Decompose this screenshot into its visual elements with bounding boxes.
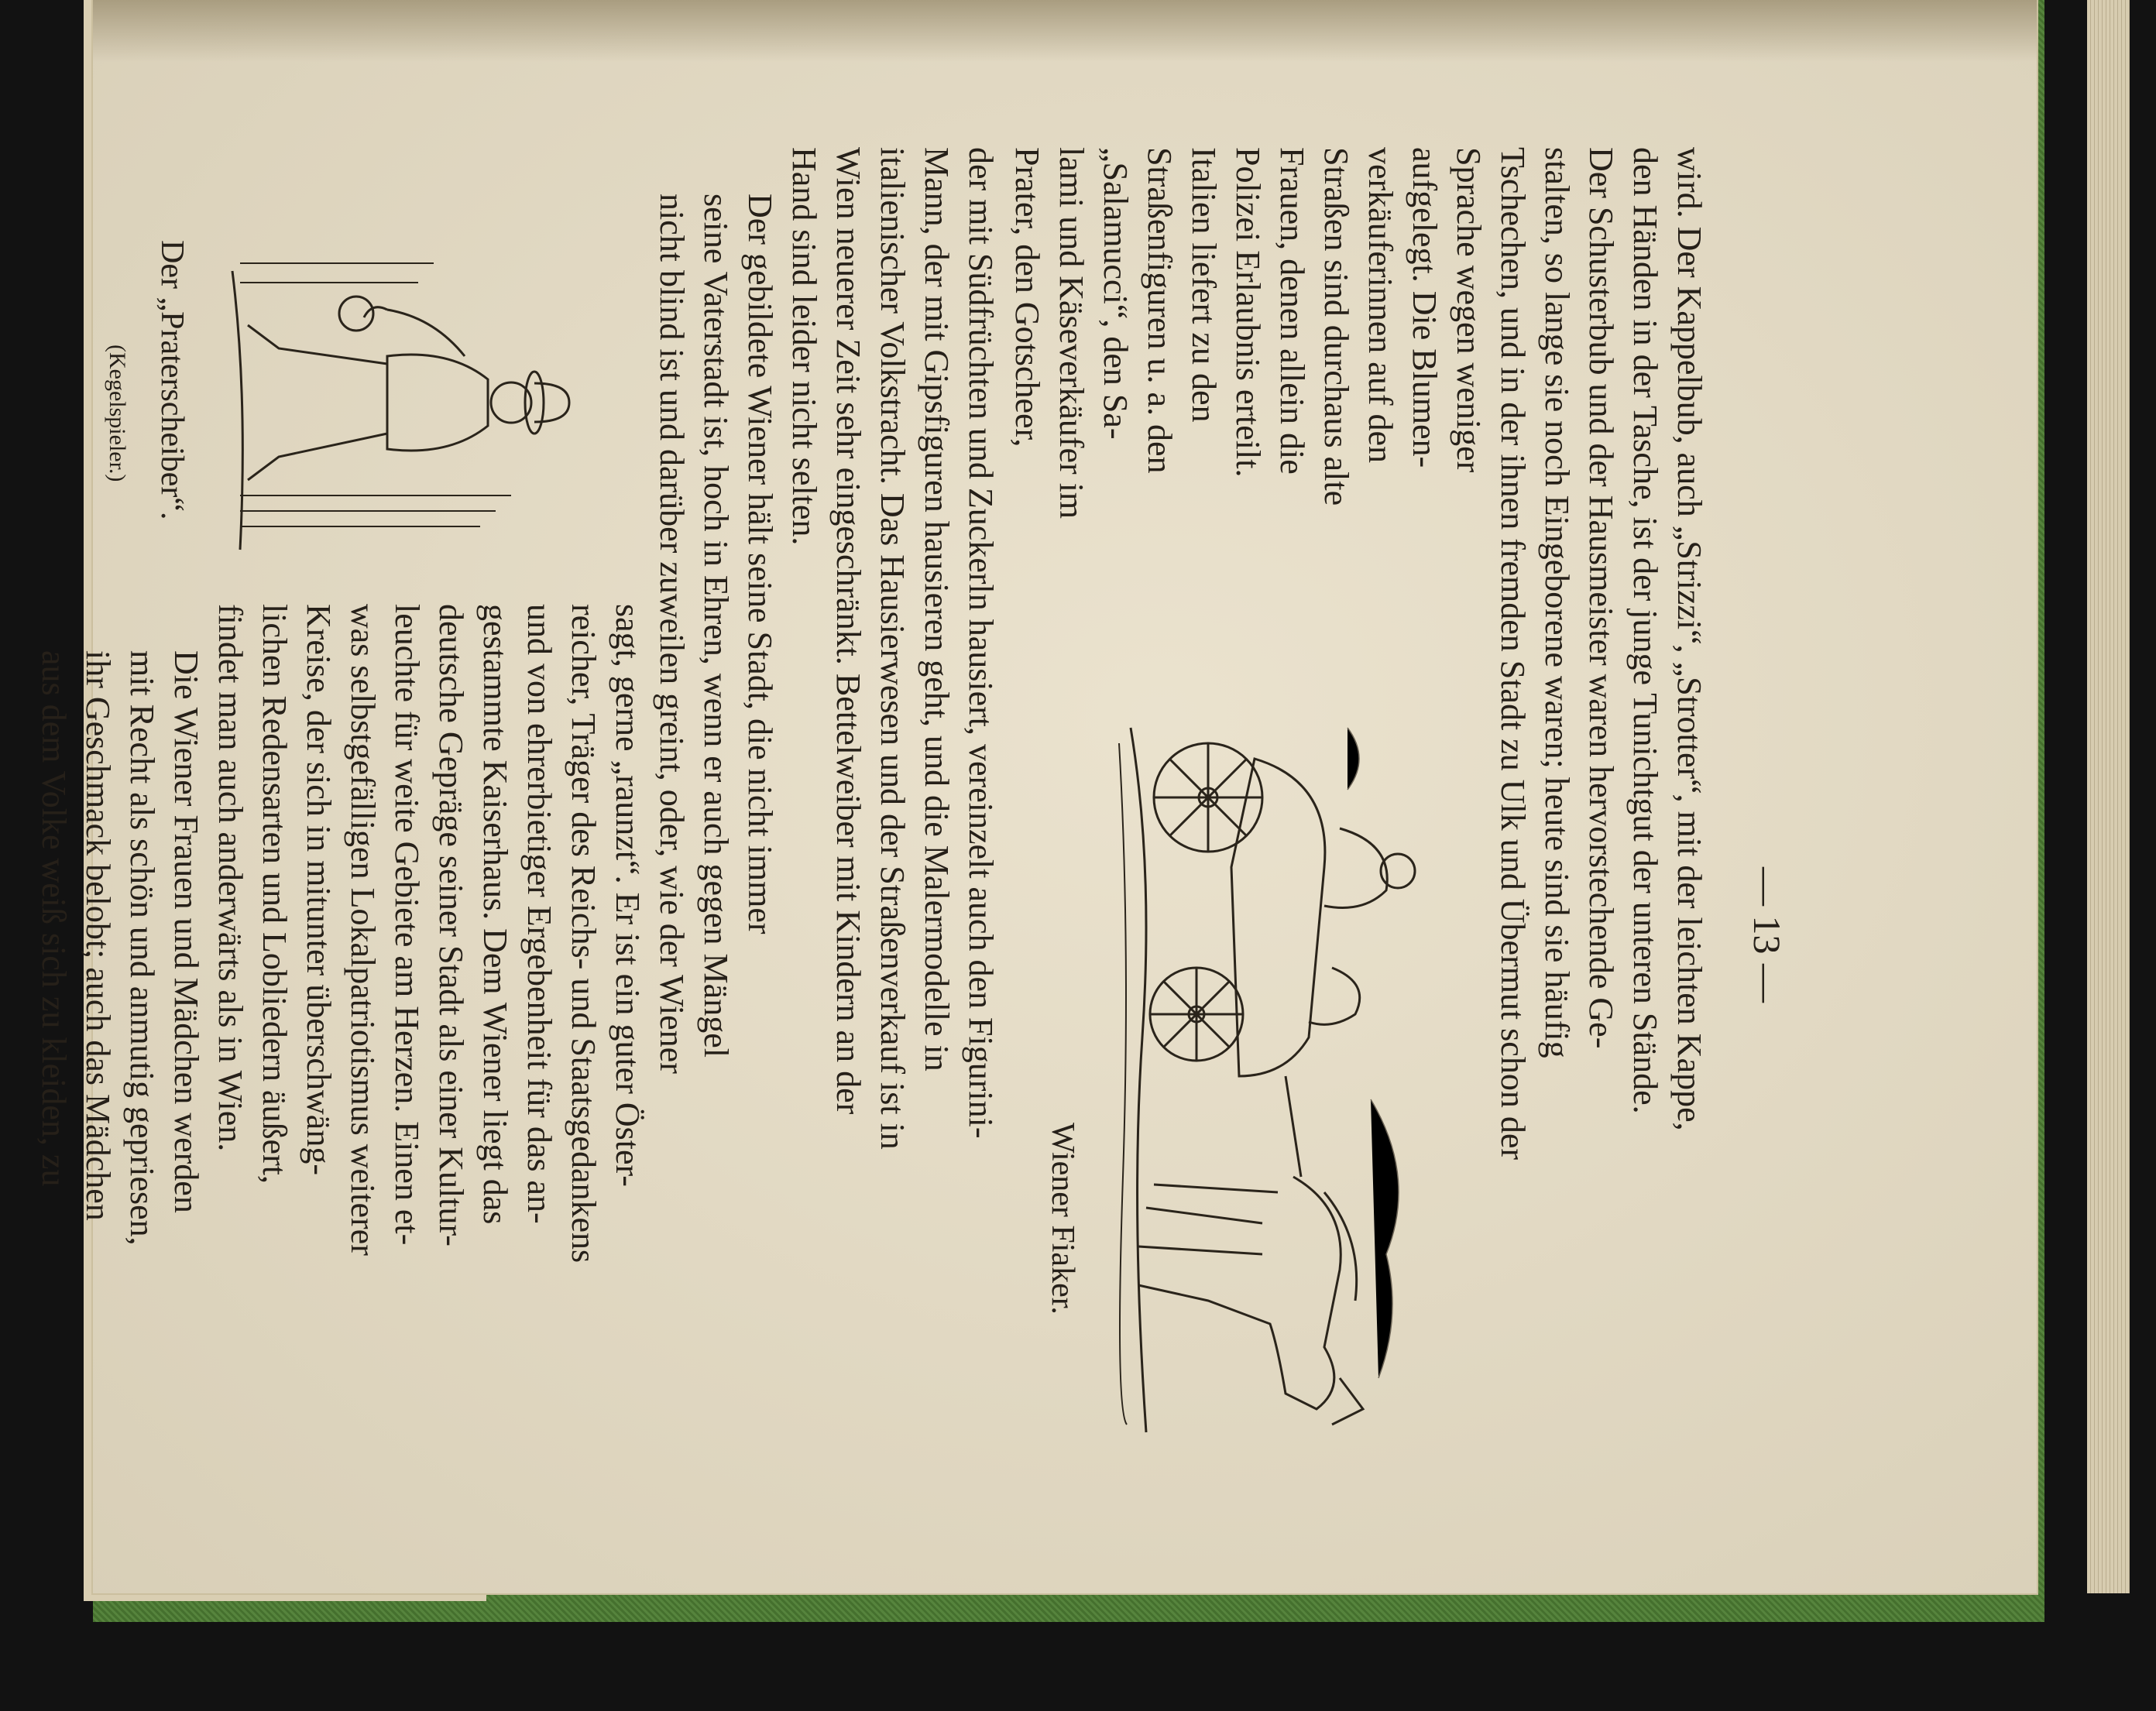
text-line: findet man auch anderwärts als in Wien. xyxy=(211,604,249,1152)
text-line: der mit Südfrüchten und Zuckerln hausiert, vereinzelt auch den Figurini- xyxy=(962,147,1000,1139)
caption-praterscheiber-sub: (Kegelspieler.) xyxy=(105,345,130,482)
text-line: aufgelegt. Die Blumen- xyxy=(1406,147,1444,468)
text-line: Der gebildete Wiener hält seine Stadt, die nicht immer xyxy=(741,194,779,934)
text-line: Frauen, denen allein die xyxy=(1273,147,1311,475)
text-line: Mann, der mit Gipsfiguren hausieren geht, und die Malermodelle in xyxy=(918,147,956,1072)
text-line: Wien neuerer Zeit sehr eingeschränkt. Bettelweiber mit Kindern an der xyxy=(829,147,867,1115)
page-number: — 13 — xyxy=(1746,867,1789,1003)
text-line: lami und Käseverkäufer im xyxy=(1052,147,1090,519)
text-line: deutsche Gepräge seiner Stadt als einer Kultur- xyxy=(432,604,470,1246)
text-line: Hand sind leider nicht selten. xyxy=(785,147,823,546)
page-content xyxy=(0,124,1804,1711)
page-stack-edge xyxy=(2087,0,2130,1593)
text-line: den Händen in der Tasche, ist der junge Tunichtgut der unteren Stände. xyxy=(1626,147,1664,1114)
text-line: was selbstgefälligen Lokalpatriotismus weiterer xyxy=(344,604,382,1256)
text-line: Kreise, der sich in mitunter überschwäng- xyxy=(300,604,338,1175)
text-line: sagt, gerne „raunzt“. Er ist ein guter Öster- xyxy=(609,604,647,1187)
text-line: aus dem Volke weiß sich zu kleiden, zu xyxy=(35,650,73,1187)
text-line: und von ehrerbietiger Ergebenheit für das an- xyxy=(520,604,558,1224)
text-line: lichen Redensarten und Lobliedern äußert, xyxy=(256,604,294,1184)
text-line: Der Schusterbub und der Hausmeister waren hervorstechende Ge- xyxy=(1582,147,1620,1049)
text-line: ihr Geschmack belobt; auch das Mädchen xyxy=(79,650,117,1221)
text-line: reicher, Träger des Reichs- und Staatsgedankens xyxy=(565,604,603,1264)
text-line: wird. Der Kappelbub, auch „Strizzi“, „Strotter“, mit der leichten Kappe, xyxy=(1670,147,1708,1131)
caption-praterscheiber: Der „Praterscheiber“. xyxy=(154,240,190,520)
text-line: Tschechen, und in der ihnen fremden Stadt zu Ulk und Übermut schon der xyxy=(1494,147,1532,1161)
text-line: Die Wiener Frauen und Mädchen werden xyxy=(167,650,205,1213)
text-line: Prater, den Gotscheer, xyxy=(1008,147,1046,447)
text-line: Sprache wegen weniger xyxy=(1450,147,1488,473)
text-line: mit Recht als schön und anmutig gepriesen, xyxy=(123,650,161,1246)
page-gutter-shadow xyxy=(93,0,2037,62)
text-line: Straßen sind durchaus alte xyxy=(1317,147,1355,506)
caption-wiener-fiaker: Wiener Fiaker. xyxy=(1045,1123,1080,1315)
fiaker-illustration xyxy=(1100,712,1464,1448)
text-line: gestammte Kaiserhaus. Dem Wiener liegt das xyxy=(476,604,514,1225)
text-line: italienischer Volkstracht. Das Hausierwesen und der Straßenverkauf ist in xyxy=(874,147,911,1150)
text-line: verkäuferinnen auf den xyxy=(1361,147,1399,464)
text-line: stalten, so lange sie noch Eingeborene waren; heute sind sie häufig xyxy=(1538,147,1576,1058)
praterscheiber-illustration xyxy=(201,240,604,565)
text-line: Polizei Erlaubnis erteilt. xyxy=(1229,147,1267,478)
text-line: Straßenfiguren u. a. den xyxy=(1141,147,1179,474)
text-line: seine Vaterstadt ist, hoch in Ehren, wenn er auch gegen Mängel xyxy=(697,194,735,1058)
text-line: nicht blind ist und darüber zuweilen greint, oder, wie der Wiener xyxy=(653,194,691,1074)
text-line: Italien liefert zu den xyxy=(1185,147,1223,423)
text-line: leuchte für weite Gebiete am Herzen. Einen et- xyxy=(388,604,426,1246)
text-line: „Salamucci“, den Sa- xyxy=(1097,147,1135,440)
